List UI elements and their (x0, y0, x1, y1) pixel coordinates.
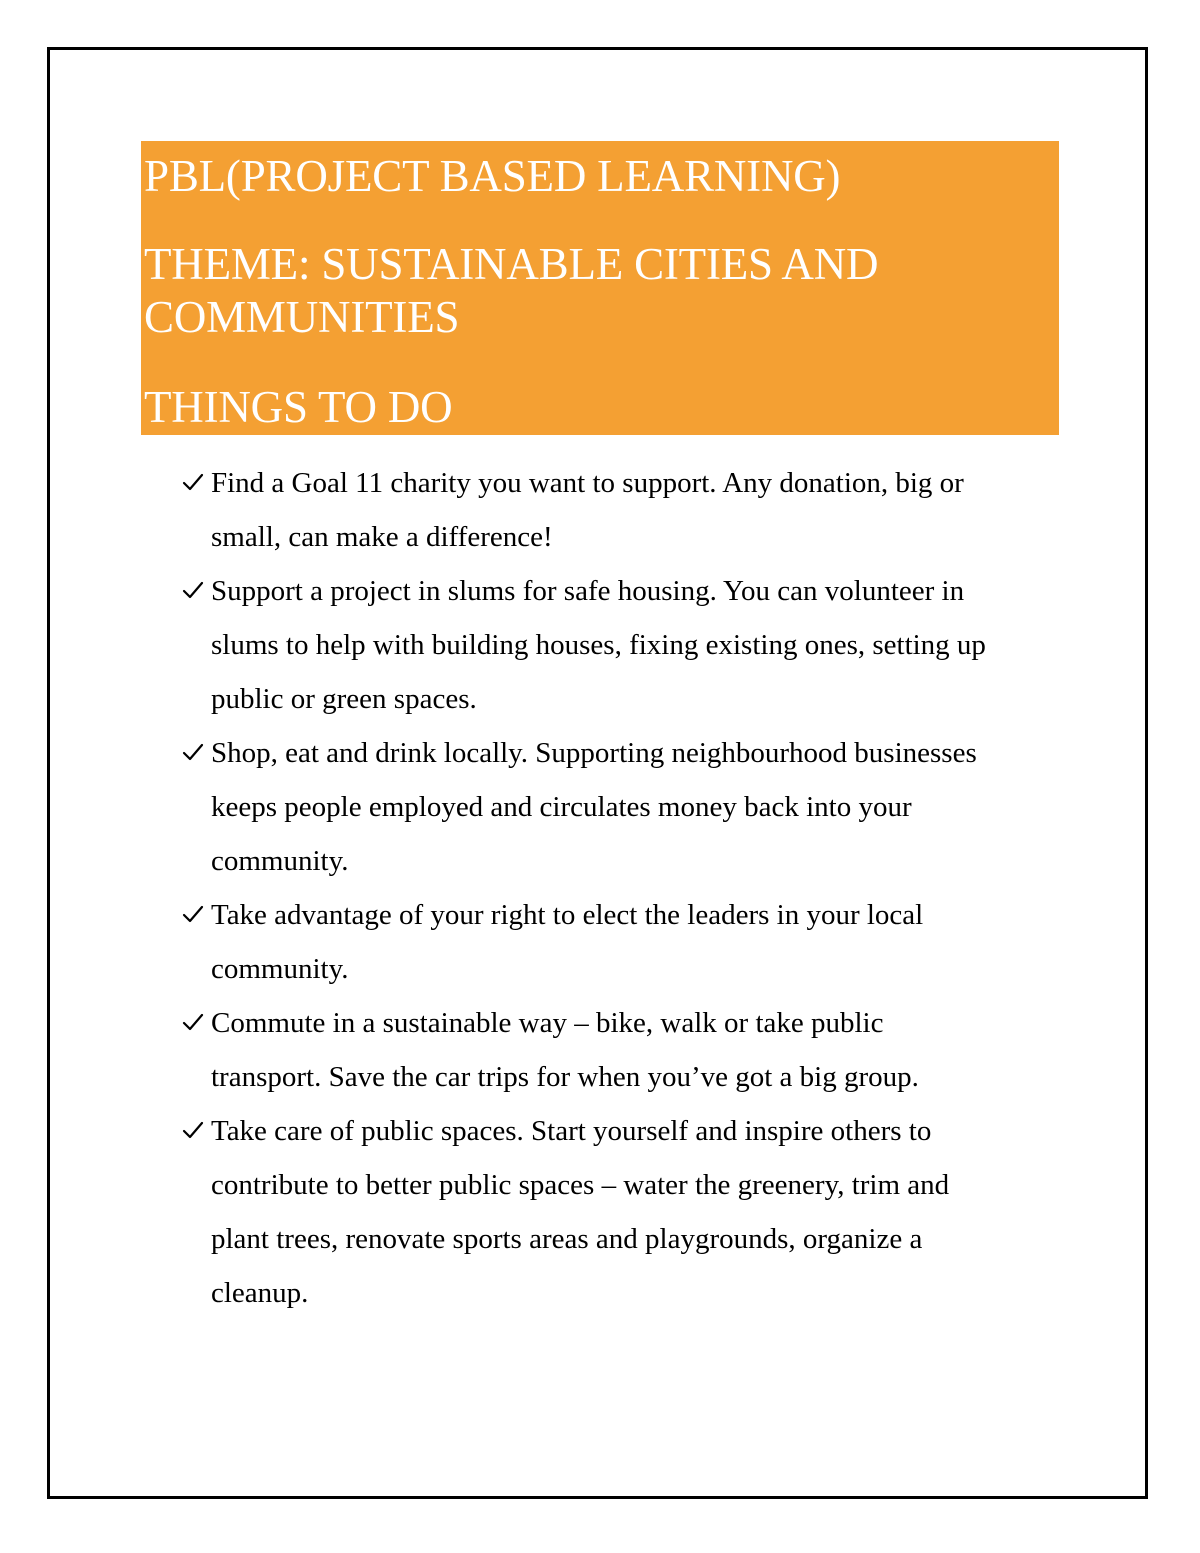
check-icon (182, 996, 204, 1050)
check-icon (182, 564, 204, 618)
list-item-text-line: slums to help with building houses, fixing existing ones, setting up (211, 629, 986, 661)
title-banner (141, 141, 1059, 435)
list-item-text-line: Take care of public spaces. Start yourself and inspire others to (211, 1115, 932, 1147)
list-item (182, 1104, 1062, 1320)
list-item-text-line: Find a Goal 11 charity you want to support. Any donation, big or (211, 467, 964, 499)
todo-list (182, 456, 1062, 1320)
list-item (182, 888, 1062, 996)
list-item-text-line: Support a project in slums for safe housing. You can volunteer in (211, 575, 965, 607)
list-item-text-line: cleanup. (211, 1277, 309, 1309)
list-item-text-line: community. (211, 953, 349, 985)
section-heading: THINGS TO DO (144, 382, 453, 432)
list-item-text-line: Commute in a sustainable way – bike, walk or take public (211, 1007, 884, 1039)
theme-heading-line-2: COMMUNITIES (144, 292, 460, 342)
list-item-text-line: plant trees, renovate sports areas and playgrounds, organize a (211, 1223, 923, 1255)
document-title: PBL(PROJECT BASED LEARNING) (144, 151, 841, 201)
list-item-text-line: keeps people employed and circulates money back into your (211, 791, 912, 823)
check-icon (182, 726, 204, 780)
list-item (182, 456, 1062, 564)
list-item-text-line: transport. Save the car trips for when you’ve got a big group. (211, 1061, 919, 1093)
check-icon (182, 1104, 204, 1158)
list-item (182, 996, 1062, 1104)
check-icon (182, 456, 204, 510)
theme-heading-line-1: THEME: SUSTAINABLE CITIES AND (144, 239, 879, 289)
list-item-text-line: Shop, eat and drink locally. Supporting neighbourhood businesses (211, 737, 977, 769)
check-icon (182, 888, 204, 942)
list-item-text-line: Take advantage of your right to elect the leaders in your local (211, 899, 924, 931)
list-item (182, 726, 1062, 888)
list-item-text-line: contribute to better public spaces – water the greenery, trim and (211, 1169, 950, 1201)
list-item-text-line: public or green spaces. (211, 683, 477, 715)
list-item (182, 564, 1062, 726)
list-item-text-line: community. (211, 845, 349, 877)
list-item-text-line: small, can make a difference! (211, 521, 553, 553)
